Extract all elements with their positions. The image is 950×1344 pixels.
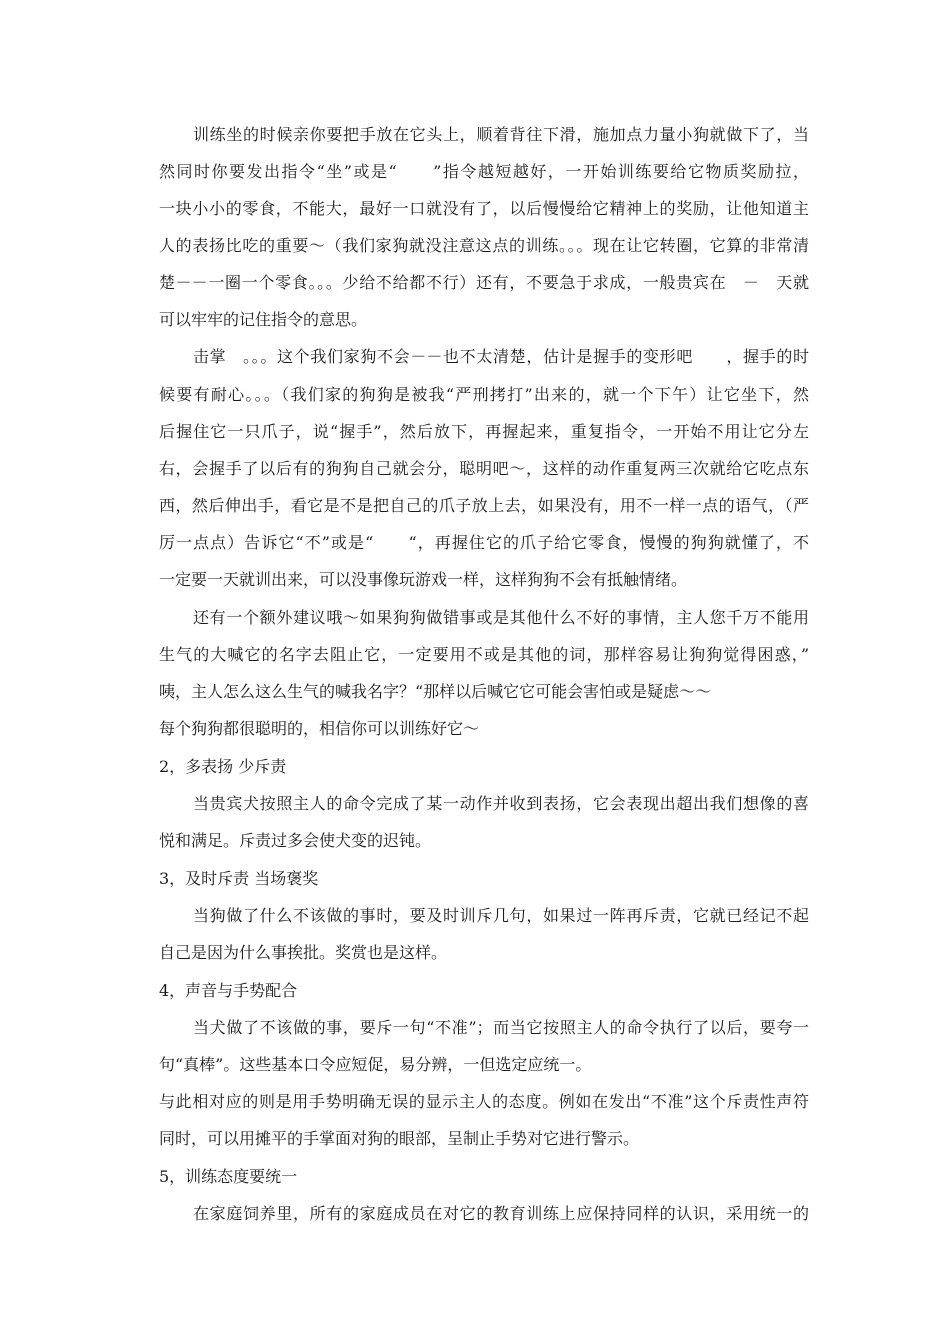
text-line: 当贵宾犬按照主人的命令完成了某一动作并收到表扬，它会表现出超出我们想像的喜 [193, 794, 809, 813]
text-line: 人的表扬比吃的重要～（我们家狗就没注意这点的训练。。。现在让它转圈，它算的非常清 [159, 236, 809, 255]
text-line: 后握住它一只爪子，说“握手”，然后放下，再握起来，重复指令，一开始不用让它分左 [159, 422, 809, 441]
text-line: 然同时你要发出指令“坐”或是“ ”指令越短越好，一开始训练要给它物质奖励拉， [159, 162, 809, 181]
text-line: 楚－－一圈一个零食。。。少给不给都不行）还有，不要急于求成，一般贵宾在 － 天就 [159, 273, 809, 292]
text-line: 当狗做了什么不该做的事时，要及时训斥几句，如果过一阵再斥责，它就已经记不起 [193, 906, 809, 925]
text-line: 自己是因为什么事挨批。奖赏也是这样。 [159, 943, 448, 962]
text-line: 咦，主人怎么这么生气的喊我名字？“那样以后喊它它可能会害怕或是疑虑～～ [159, 682, 712, 701]
text-line: 西，然后伸出手，看它是不是把自己的爪子放上去，如果没有，用不一样一点的语气，（严 [159, 496, 809, 515]
text-line: 候要有耐心。。。（我们家的狗狗是被我“严刑拷打”出来的，就一个下午）让它坐下，然 [159, 385, 809, 404]
text-line: 同时，可以用摊平的手掌面对狗的眼部，呈制止手势对它进行警示。 [159, 1129, 640, 1148]
text-line: 一块小小的零食，不能大，最好一口就没有了，以后慢慢给它精神上的奖励，让他知道主 [159, 199, 809, 218]
text-line: 一定要一天就训出来，可以没事像玩游戏一样，这样狗狗不会有抵触情绪。 [159, 570, 688, 589]
text-line: 在家庭饲养里，所有的家庭成员在对它的教育训练上应保持同样的认识，采用统一的 [193, 1204, 809, 1223]
text-line: 厉一点点）告诉它“不”或是“ “，再握住它的爪子给它零食，慢慢的狗狗就懂了，不 [159, 533, 809, 552]
text-line: 悦和满足。斥责过多会使犬变的迟钝。 [159, 831, 432, 850]
text-line: 当犬做了不该做的事，要斥一句“不准”；而当它按照主人的命令执行了以后，要夸一 [193, 1018, 809, 1037]
section-heading: 5，训练态度要统一 [159, 1167, 298, 1186]
text-line: 每个狗狗都很聪明的，相信你可以训练好它～ [159, 719, 480, 738]
section-heading: 3，及时斥责 当场褒奖 [159, 869, 319, 888]
text-line: 生气的大喊它的名字去阻止它，一定要用不或是其他的词，那样容易让狗狗觉得困惑，” [159, 645, 809, 664]
text-line: 可以牢牢的记住指令的意思。 [159, 310, 368, 329]
text-line: 击掌 。。。这个我们家狗不会－－也不太清楚，估计是握手的变形吧 ，握手的时 [193, 347, 809, 366]
section-heading: 2，多表扬 少斥责 [159, 757, 287, 776]
section-heading: 4，声音与手势配合 [159, 981, 298, 1000]
text-line: 句“真棒”。这些基本口令应短促，易分辨，一但选定应统一。 [159, 1055, 592, 1074]
text-line: 还有一个额外建议哦～如果狗狗做错事或是其他什么不好的事情，主人您千万不能用 [193, 608, 809, 627]
text-line: 与此相对应的则是用手势明确无误的显示主人的态度。例如在发出“不准”这个斥责性声符 [159, 1092, 809, 1111]
text-line: 训练坐的时候亲你要把手放在它头上，顺着背往下滑，施加点力量小狗就做下了，当 [193, 125, 809, 144]
text-line: 右，会握手了以后有的狗狗自己就会分，聪明吧～，这样的动作重复两三次就给它吃点东 [159, 459, 809, 478]
